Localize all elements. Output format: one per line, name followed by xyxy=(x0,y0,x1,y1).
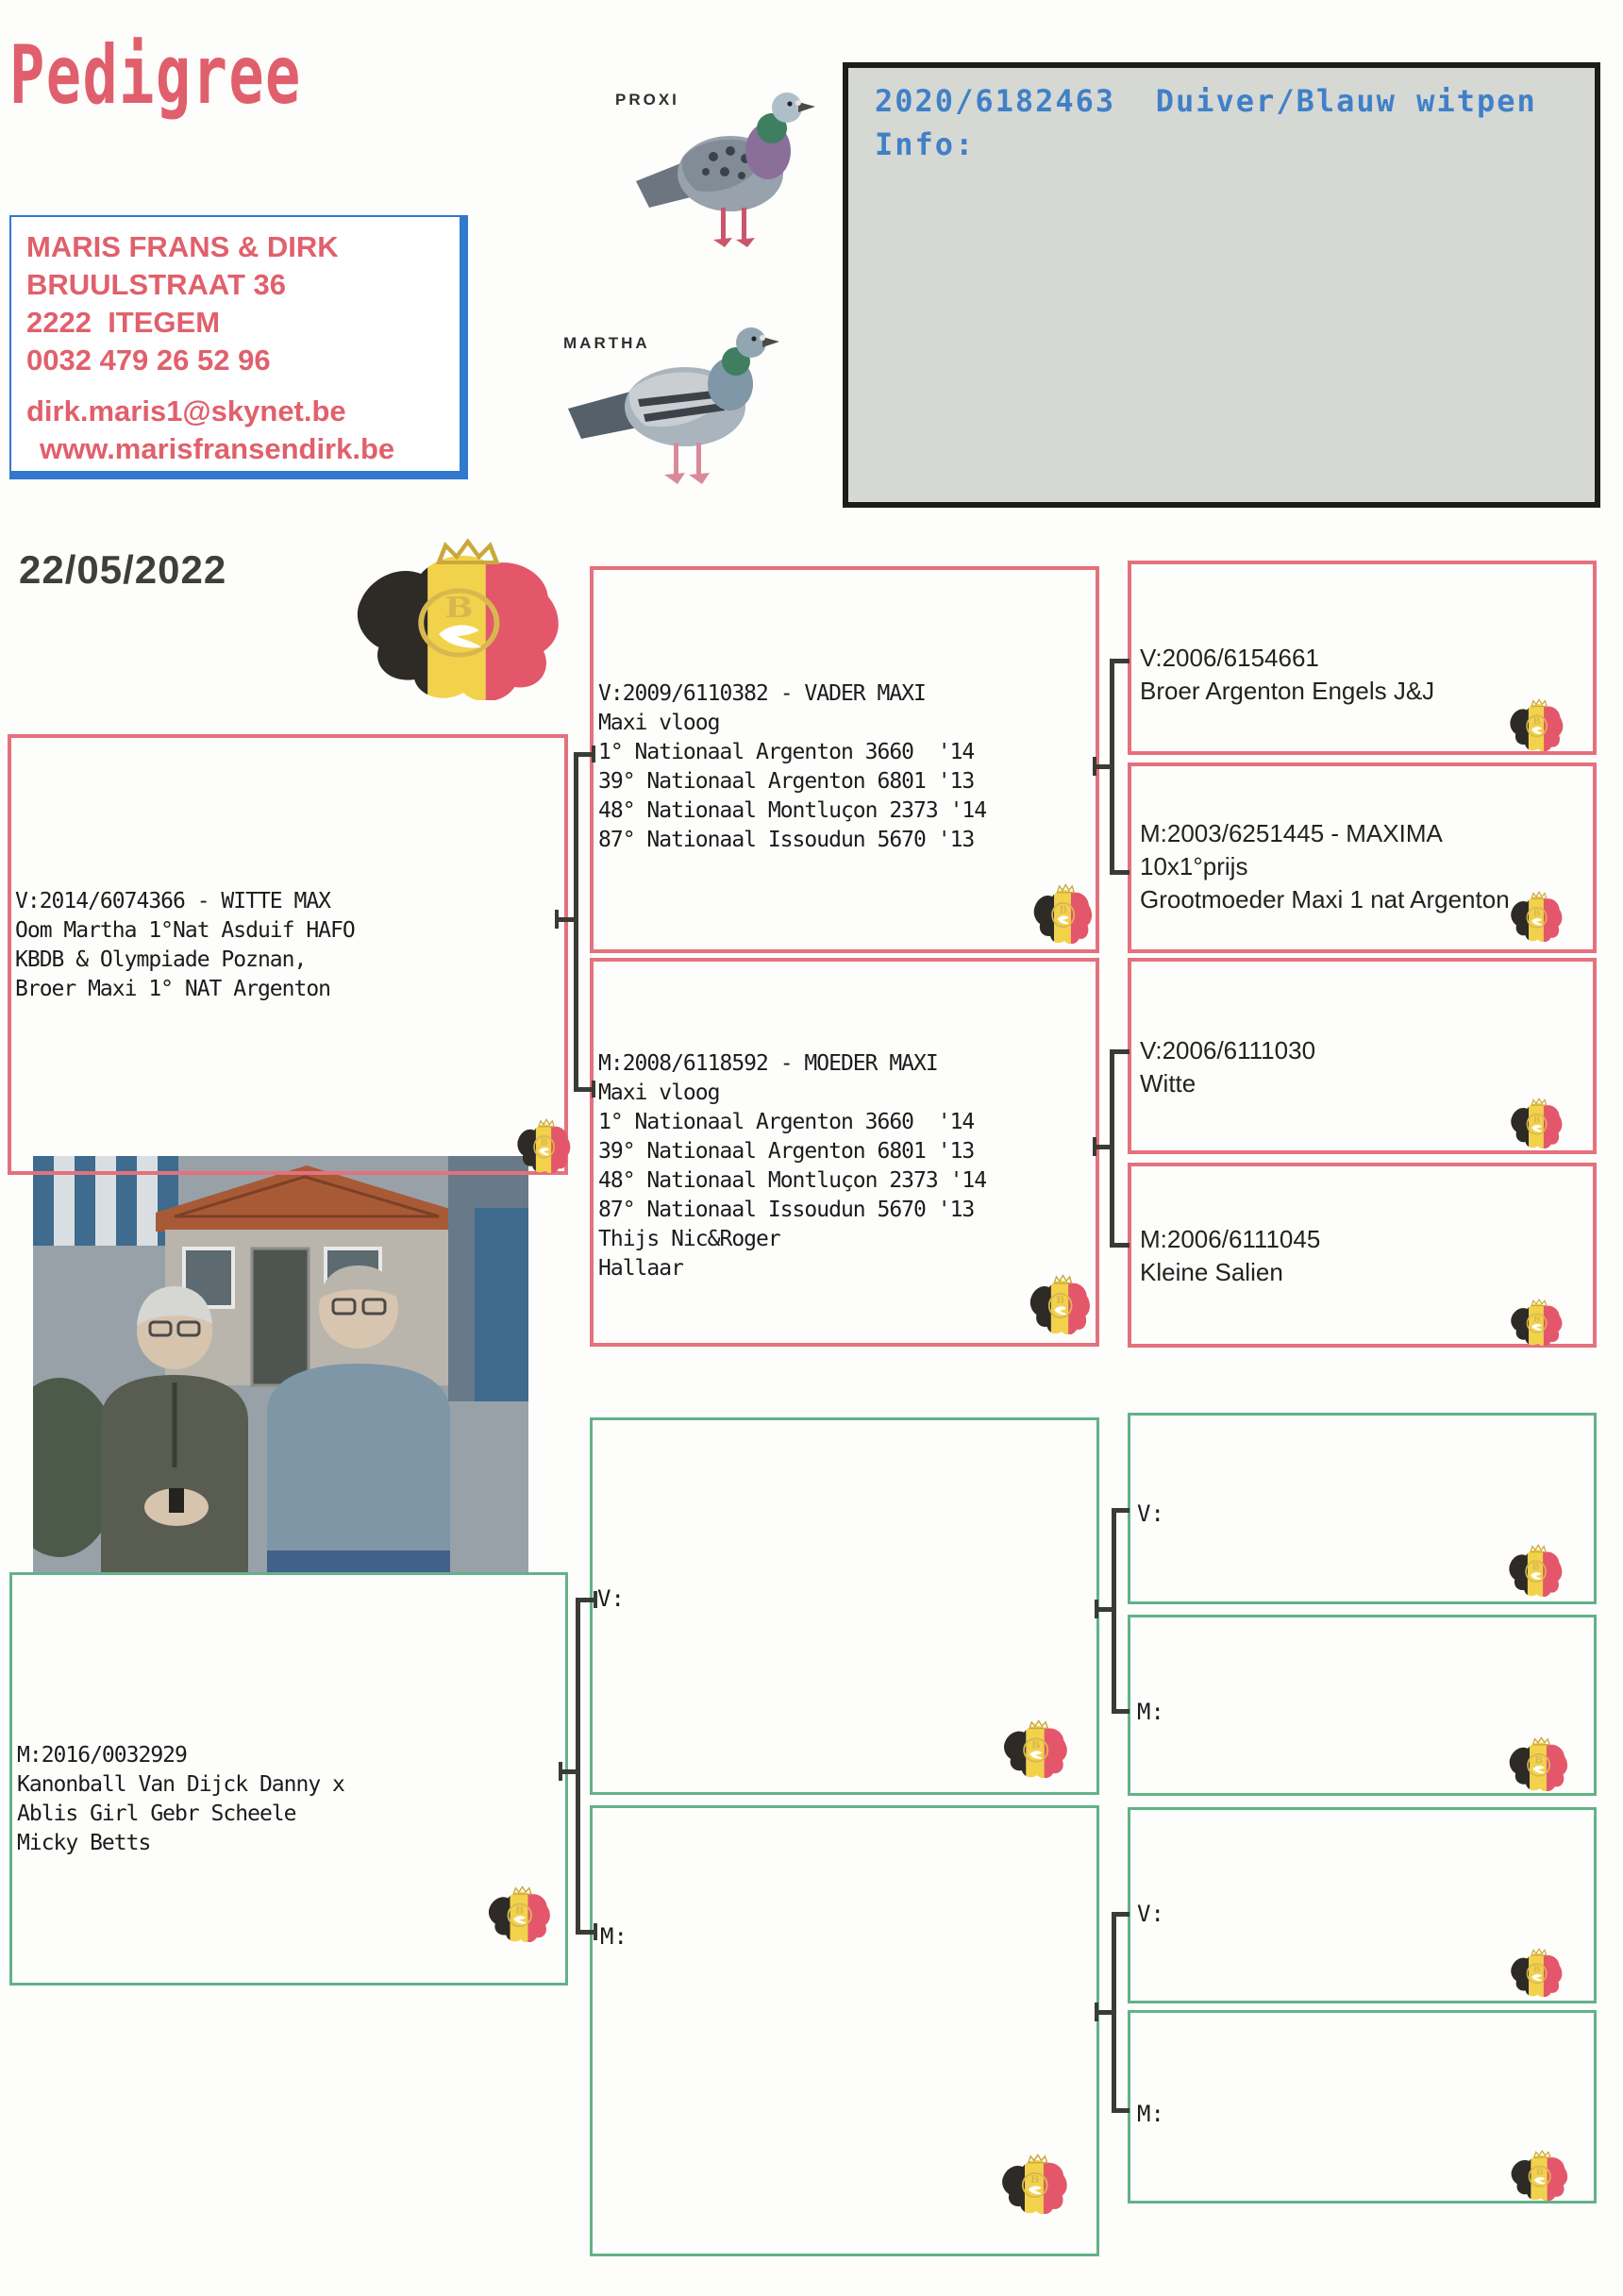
great-grandmother-ff-text: M:2003/6251445 - MAXIMA 10x1°prijs Grootmoeder Maxi 1 nat Argenton xyxy=(1140,819,1510,913)
connector-line xyxy=(562,1769,576,1774)
breeder-city: 2222 ITEGEM xyxy=(26,306,221,339)
proxi-pigeon-photo xyxy=(634,59,832,276)
grandfather-maternal-label: V: xyxy=(597,1585,625,1612)
connector-line xyxy=(592,1081,595,1098)
connector-line xyxy=(1113,1912,1129,1917)
connector-line xyxy=(1113,1508,1129,1513)
connector-line xyxy=(1096,764,1110,769)
breeder-email: dirk.maris1@skynet.be xyxy=(26,394,346,427)
connector-line xyxy=(594,1923,597,1940)
ring-info-box xyxy=(843,62,1600,508)
connector-line xyxy=(1095,1600,1098,1618)
belgium-flag-icon xyxy=(1030,883,1095,944)
connector-line xyxy=(1110,1049,1114,1248)
belgium-flag-icon xyxy=(1508,1948,1564,1997)
belgium-flag-icon xyxy=(1508,1299,1564,1346)
connector-line xyxy=(576,1598,580,1935)
martha-pigeon-photo xyxy=(564,297,814,497)
info-label: Info: xyxy=(875,126,976,162)
pigeon-name-martha: MARTHA xyxy=(563,334,650,352)
connector-line xyxy=(574,752,578,1092)
great-grandfather-fm-text: V:2006/6111030 Witte xyxy=(1140,1036,1316,1098)
connector-line xyxy=(1112,1049,1129,1054)
great-grandfather-ff-text: V:2006/6154661 Broer Argenton Engels J&J xyxy=(1140,644,1435,705)
grandmother-paternal-text: M:2008/6118592 - MOEDER MAXI Maxi vloog 1° Nationaal Argenton 3660 '14 39° Nationaal Argenton 6801 '13 48° Nationaal Montluçon 2373 '14 87° Nationaal Issoudun 5670 '13 Thijs Nic&Roger Hallaar xyxy=(598,1051,987,1281)
ring-number-line: 2020/6182463 Duiver/Blauw witpen xyxy=(875,83,1537,119)
father-text: V:2014/6074366 - WITTE MAX Oom Martha 1°Nat Asduif HAFO KBDB & Olympiade Poznan, Broer Maxi 1° NAT Argenton xyxy=(15,889,355,1001)
pedigree-date: 22/05/2022 xyxy=(19,547,227,592)
connector-line xyxy=(1113,2108,1129,2113)
belgium-flag-icon xyxy=(1506,1736,1570,1791)
grandfather-paternal-text: V:2009/6110382 - VADER MAXI Maxi vloog 1° Nationaal Argenton 3660 '14 39° Nationaal Argenton 6801 '13 48° Nationaal Montluçon 2373 '14 87° Nationaal Issoudun 5670 '13 xyxy=(598,681,987,852)
belgium-flag-icon xyxy=(998,2154,1070,2214)
belgium-flag-icon xyxy=(1508,891,1564,942)
connector-line xyxy=(559,917,574,922)
connector-line xyxy=(594,1591,597,1608)
mother-text: M:2016/0032929 Kanonball Van Dijck Danny x Ablis Girl Gebr Scheele Micky Betts xyxy=(17,1743,344,1855)
breeder-phone: 0032 479 26 52 96 xyxy=(26,344,271,377)
breeder-website: www.marisfransendirk.be xyxy=(40,432,395,465)
belgium-flag-icon xyxy=(1027,1274,1093,1334)
connector-line xyxy=(555,910,559,929)
breeders-photo xyxy=(33,1156,528,1574)
page-title: Pedigree xyxy=(9,28,302,123)
connector-line xyxy=(1112,659,1129,663)
great-grandfather-mm-label: V: xyxy=(1137,1901,1164,1927)
great-grandmother-fm-text: M:2006/6111045 Kleine Salien xyxy=(1140,1225,1321,1286)
belgium-flag-icon xyxy=(1000,1719,1070,1778)
connector-line xyxy=(1110,659,1114,875)
great-grandfather-mf-label: V: xyxy=(1137,1500,1164,1527)
belgium-flag-icon xyxy=(1508,1098,1564,1148)
connector-line xyxy=(1112,870,1129,875)
connector-line xyxy=(1113,1709,1129,1714)
connector-line xyxy=(1112,1912,1116,2113)
grandmother-maternal-label: M: xyxy=(600,1923,627,1950)
connector-line xyxy=(1098,1607,1112,1612)
connector-line xyxy=(1093,757,1096,776)
connector-line xyxy=(1112,1508,1116,1714)
connector-line xyxy=(1095,2003,1098,2021)
pigeon-name-proxi: PROXI xyxy=(615,91,679,109)
great-grandmother-mf-label: M: xyxy=(1137,1699,1164,1725)
great-grandmother-mm-label: M: xyxy=(1137,2101,1164,2127)
connector-line xyxy=(592,746,595,763)
belgium-flag-icon xyxy=(485,1885,553,1942)
connector-line xyxy=(559,1762,562,1781)
belgium-flag-icon xyxy=(1506,1544,1564,1597)
connector-line xyxy=(1112,1243,1129,1248)
belgium-flag-icon xyxy=(1507,698,1565,751)
breeder-street: BRUULSTRAAT 36 xyxy=(26,268,286,301)
connector-line xyxy=(1096,1145,1110,1149)
breeder-name: MARIS FRANS & DIRK xyxy=(26,230,339,263)
connector-line xyxy=(1093,1137,1096,1156)
belgium-flag-icon xyxy=(514,1118,573,1173)
breeder-address-box xyxy=(9,215,468,479)
belgium-flag-icon xyxy=(1508,2150,1570,2201)
kbdb-belgium-logo-icon xyxy=(345,538,568,700)
connector-line xyxy=(1098,2010,1112,2015)
